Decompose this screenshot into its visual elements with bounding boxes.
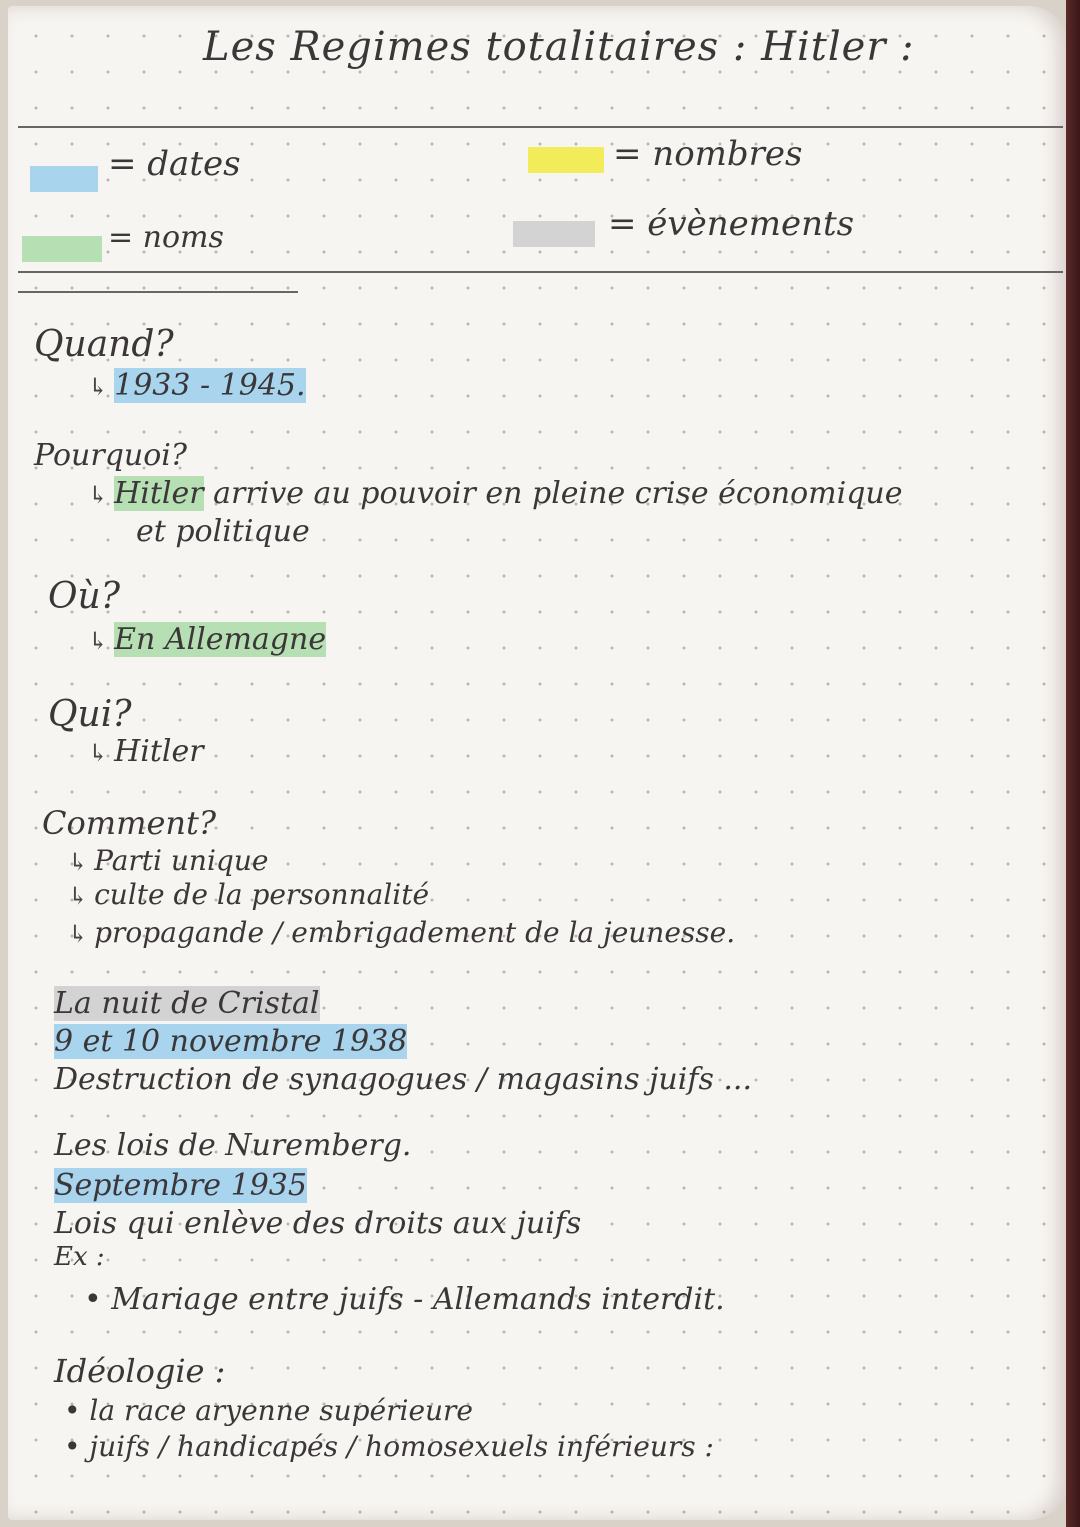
answer-quand [88, 368, 306, 403]
ideologie-item-2 [64, 1430, 714, 1463]
bullet-icon: • [84, 1282, 112, 1317]
legend-bottom-rule-2 [18, 291, 298, 293]
question-comment: Comment? [42, 804, 216, 842]
answer-pourquoi [88, 476, 903, 511]
nuremberg-bullet-text: Mariage entre juifs - Allemands interdit. [111, 1282, 725, 1317]
nuremberg-ex: Ex : [54, 1242, 105, 1272]
comment-item-1-text: Parti unique [94, 844, 269, 877]
return-arrow-icon: ↳ [88, 627, 109, 655]
bullet-icon: • [64, 1430, 90, 1463]
legend-label-noms: = noms [108, 220, 224, 255]
answer-qui-text: Hitler [114, 734, 204, 769]
comment-item-2 [68, 878, 429, 911]
nuit-cristal-date-text: 9 et 10 novembre 1938 [54, 1024, 408, 1059]
return-arrow-icon: ↳ [88, 481, 109, 509]
answer-quand-text: 1933 - 1945. [114, 368, 306, 403]
nuremberg-bullet [84, 1282, 725, 1317]
ideologie-item-1 [64, 1394, 473, 1427]
notebook-spine [1066, 0, 1080, 1527]
notebook-page [8, 6, 1068, 1520]
question-qui: Qui? [48, 694, 132, 735]
nuit-cristal-text: Destruction de synagogues / magasins juifs ... [54, 1062, 752, 1097]
comment-item-3-text: propagande / embrigadement de la jeunesse. [94, 916, 736, 949]
legend-swatch-nombres [528, 147, 604, 173]
answer-ou-text: En Allemagne [114, 622, 327, 657]
question-quand: Quand? [34, 324, 174, 365]
legend-swatch-noms [22, 236, 102, 262]
return-arrow-icon: ↳ [68, 882, 89, 910]
legend-label-dates: = dates [108, 144, 241, 184]
bullet-icon: • [64, 1394, 90, 1427]
nuit-cristal-title [54, 986, 320, 1021]
legend-bottom-rule [18, 271, 1063, 273]
answer-qui [88, 734, 204, 769]
nuremberg-date-text: Septembre 1935 [54, 1168, 307, 1203]
page-title: Les Regimes totalitaires : Hitler : [203, 24, 915, 70]
question-ou: Où? [48, 576, 120, 617]
nuit-cristal-title-text: La nuit de Cristal [54, 986, 320, 1021]
legend-swatch-evenements [513, 221, 595, 247]
answer-pourquoi-name: Hitler [114, 476, 204, 511]
legend-swatch-dates [30, 166, 98, 192]
ideologie-item-2-text: juifs / handicapés / homosexuels inférieurs : [89, 1430, 714, 1463]
return-arrow-icon: ↳ [68, 848, 89, 876]
return-arrow-icon: ↳ [88, 739, 109, 767]
ideologie-item-1-text: la race aryenne supérieure [89, 1394, 473, 1427]
legend-label-nombres: = nombres [613, 134, 803, 174]
ideologie-title: Idéologie : [54, 1352, 226, 1390]
comment-item-2-text: culte de la personnalité [94, 878, 430, 911]
legend-label-evenements: = évènements [608, 204, 855, 244]
question-pourquoi: Pourquoi? [34, 438, 187, 473]
answer-pourquoi-line2: et politique [136, 514, 310, 549]
return-arrow-icon: ↳ [88, 373, 109, 401]
comment-item-1 [68, 844, 268, 877]
answer-ou [88, 622, 326, 657]
legend-top-rule [18, 126, 1063, 128]
nuremberg-date [54, 1168, 307, 1203]
nuit-cristal-date [54, 1024, 407, 1059]
nuremberg-text: Lois qui enlève des droits aux juifs [54, 1206, 582, 1241]
nuremberg-title: Les lois de Nuremberg. [54, 1128, 412, 1163]
comment-item-3 [68, 916, 735, 949]
answer-pourquoi-rest: arrive au pouvoir en pleine crise économique [203, 476, 903, 511]
return-arrow-icon: ↳ [68, 920, 89, 948]
